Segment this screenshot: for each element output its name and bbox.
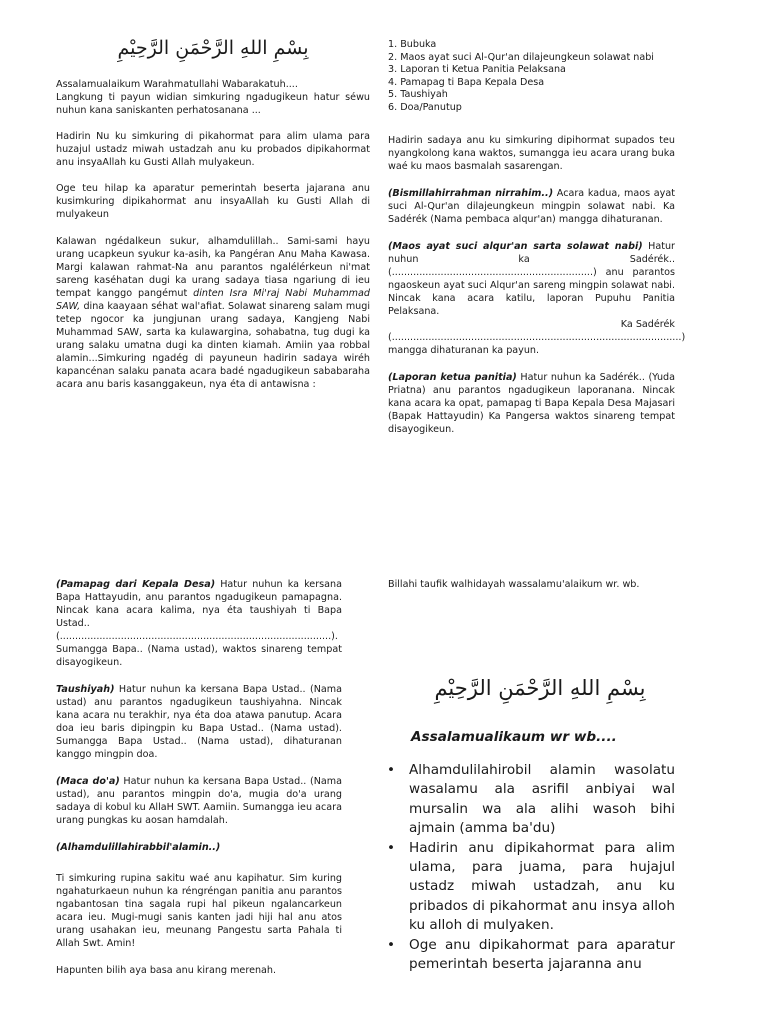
page1-right-column bbox=[388, 39, 686, 436]
basmalah-heading: بِسْمِ اللهِ الرَّحْمَنِ الرَّحِيْمِ bbox=[434, 676, 646, 700]
cue-label: Taushiyah) bbox=[56, 684, 115, 695]
list-item bbox=[383, 761, 675, 839]
paragraph: Oge teu hilap ka aparatur pemerintah beserta jajarana anu kusimkuring dipikahormat anu insyaAllah ku Gusti Allah di mulyakeun bbox=[56, 183, 370, 220]
bullet-icon: • bbox=[387, 839, 396, 856]
program-item: 2. Maos ayat suci Al-Qur'an dilajeungkeun solawat nabi bbox=[388, 51, 654, 63]
paragraph bbox=[56, 683, 342, 761]
page1-left-column bbox=[56, 36, 370, 391]
paragraph-text: Ka Sadérék bbox=[620, 319, 675, 330]
paragraph-text: (...............................................................................................) mangga dihaturanan ka payun. bbox=[388, 332, 686, 356]
paragraph bbox=[56, 235, 370, 391]
paragraph bbox=[56, 775, 342, 827]
paragraph bbox=[388, 371, 675, 436]
list-item bbox=[383, 936, 675, 975]
paragraph: Langkung ti payun widian simkuring ngadugikeun hatur séwu nuhun kana saniskanten perhatosanana ... bbox=[56, 92, 370, 116]
list-item bbox=[383, 839, 675, 936]
list-item-text: Hadirin anu dipikahormat para alim ulama, para juama, para hujajul ustadz miwah ustadzah, anu ku pribados di pikahormat anu insya alloh ku alloh di mulyaken. bbox=[409, 839, 675, 934]
paragraph-text: Hatur nuhun ka kersana Bapa Ustad.. (Nama ustad), anu parantos mingpin do'a, mugia do'a urang sadaya di kobul ku AllaH SWT. Aamiin. Sumangga ieu acara urang pungkas ku aosan hamdalah. bbox=[56, 776, 343, 826]
page2-bullet-list bbox=[383, 761, 675, 974]
basmalah-heading: بِسْمِ اللهِ الرَّحْمَنِ الرَّحِيْمِ bbox=[117, 37, 309, 59]
program-item: 6. Doa/Panutup bbox=[388, 101, 462, 113]
list-item-text: Alhamdulilahirobil alamin wasolatu wasalamu ala asrifil anbiyai wal mursalin wa ala alihi wasoh bihi ajmain (amma ba'du) bbox=[409, 762, 675, 837]
closing-text: Billahi taufik walhidayah wassalamu'alaikum wr. wb. bbox=[388, 579, 640, 590]
paragraph: Hadirin Nu ku simkuring di pikahormat para alim ulama para huzajul ustadz miwah ustadzah anu ku probados dipikahormat anu insyaAllah ku Gusti Allah mulyakeun. bbox=[56, 131, 370, 168]
cue-label: (Bismillahirrahman nirrahim..) bbox=[388, 188, 554, 199]
paragraph-text: Kalawan ngédalkeun sukur, alhamdulillah.. Sami-sami hayu urang ucapkeun syukur ka-asih, ka Pangéran Anu Maha Kawasa. Margi kalawan rahmat-Na anu parantos ngalélérkeun ni'mat sareng kaséhatan dugi ka urang sadaya tiasa ngariung di ieu tempat kanggo pangémut bbox=[56, 236, 370, 299]
paragraph bbox=[388, 187, 675, 226]
greeting-text: Assalamualikaum wr wb.... bbox=[411, 729, 617, 745]
program-item: 4. Pamapag ti Bapa Kepala Desa bbox=[388, 76, 545, 88]
paragraph bbox=[56, 578, 342, 669]
program-item: 5. Taushiyah bbox=[388, 89, 448, 100]
greeting-text: Assalamualaikum Warahmatullahi Wabarakatuh.... bbox=[56, 79, 298, 90]
cue-label: (Pamapag dari Kepala Desa) bbox=[56, 579, 216, 590]
italic-phrase: dinten Isra Mi'raj Nabi Muhammad SAW, bbox=[56, 288, 370, 312]
cue-label: (Alhamdulillahirabbil'alamin..) bbox=[56, 842, 221, 853]
paragraph-text: Hatur nuhun ka Sadérék.. (..................................................................) anu parantos ngaoskeun ayat suci Alqur'an sareng mingpin solawat nabi. Nincak kana acara katilu, laporan Pupuhu Panitia Pelaksana. bbox=[388, 241, 675, 317]
list-item-text: Oge anu dipikahormat para aparatur pemerintah beserta jajaranna anu bbox=[409, 936, 675, 973]
page2-left-column bbox=[56, 578, 342, 977]
bullet-icon: • bbox=[387, 936, 396, 953]
program-item: 3. Laporan ti Ketua Panitia Pelaksana bbox=[388, 64, 566, 75]
page2-right-column-top bbox=[388, 578, 678, 591]
bullet-icon: • bbox=[387, 762, 396, 778]
cue-label: (Maca do'a) bbox=[56, 776, 120, 787]
program-list bbox=[388, 39, 675, 114]
paragraph-text: Hatur nuhun ka Sadérék.. (Yuda Priatna) anu parantos ngadugikeun laporanana. Nincak kana acara ka opat, pamapag ti Bapa Kepala Desa Majasari (Bapak Hattayudin) Ka Pangersa waktos sinareng tempat disayogikeun. bbox=[388, 372, 675, 435]
cue-label: (Laporan ketua panitia) bbox=[388, 372, 517, 383]
paragraph: Hadirin sadaya anu ku simkuring dipihormat supados teu nyangkolong kana waktos, sumangga ieu acara urang buka waé ku maos basmalah sasarengan. bbox=[388, 135, 675, 172]
program-item: 1. Bubuka bbox=[388, 39, 437, 50]
paragraph-text: Hatur nuhun ka kersana Bapa Ustad.. (Nama ustad) anu parantos ngadugikeun taushiyahna. Nincak kana acara nu terakhir, nya éta doa atawa panutup. Acara doa ieu baris dipingpin ku Bapa Ustad.. (Nama ustad). Sumangga Bapa Ustad.. (Nama ustad), dihaturanan kanggo mingpin doa. bbox=[56, 684, 342, 760]
cue-label: (Maos ayat suci alqur'an sarta solawat nabi) bbox=[388, 241, 643, 252]
paragraph bbox=[388, 240, 675, 318]
paragraph: Hapunten bilih aya basa anu kirang merenah. bbox=[56, 965, 277, 976]
paragraph-text: dina kaayaan séhat wal'afiat. Solawat sinareng salam mugi tetep ngocor ka jungjunan urang sadaya, Kangjeng Nabi Muhammad SAW, sarta ka kulawargina, sohabatna, tug dugi ka urang salaku umatna dugi ka dinten kiamah. Amiin yaa robbal alamin...Simkuring ngadég di payuneun hadirin sadaya wiréh kapancénan salaku panata acara badé ngadugikeun sababaraha acara anu baris kasanggakeun, nya éta di antawisna : bbox=[56, 301, 370, 390]
paragraph-text: Acara kadua, maos ayat suci Al-Qur'an dilajeungkeun mingpin solawat nabi. Ka Sadérék (Nama pembaca alqur'an) mangga dihaturanan. bbox=[388, 188, 675, 225]
paragraph: Ti simkuring rupina sakitu waé anu kapihatur. Sim kuring ngahaturkaeun nuhun ka réngréngan panitia anu parantos ngabantosan tina sagala rupi hal pikeun ngalancarkeun acara ieu. Mugi-mugi sanis kanten jadi hiji hal anu atos urang usahakan ieu, meunang Pangestu sarta Pahala ti Allah Swt. Amin! bbox=[56, 873, 342, 949]
paragraph-text: Hatur nuhun ka kersana Bapa Hattayudin, anu parantos ngadugikeun pamapagna. Nincak kana acara kalima, nya éta taushiyah ti Bapa Ustad.. (.........................................................................................). Sumangga Bapa.. (Nama ustad), waktos sinareng tempat disayogikeun. bbox=[56, 579, 342, 668]
